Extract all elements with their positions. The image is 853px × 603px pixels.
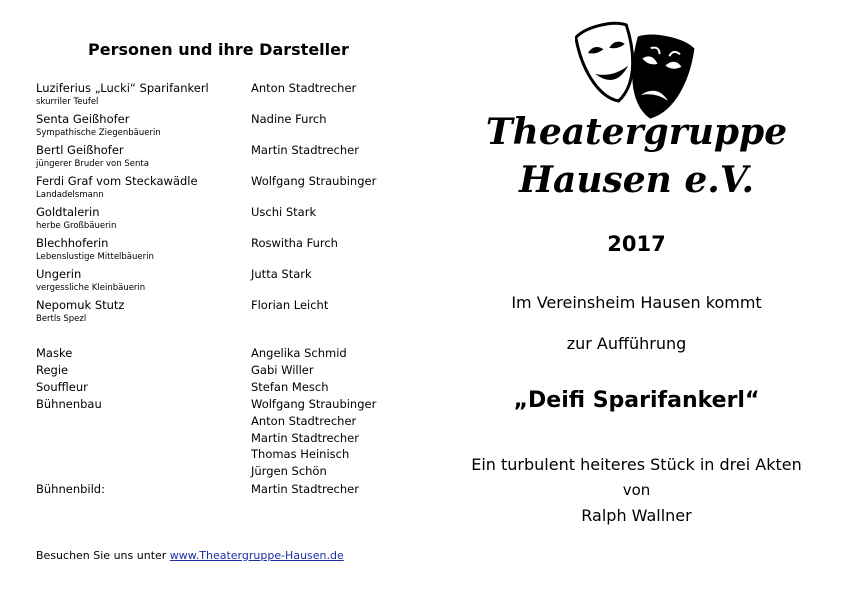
role-name: Bertl Geißhofer	[36, 143, 124, 157]
website-link[interactable]: www.Theatergruppe-Hausen.de	[169, 549, 344, 562]
role-name: Goldtalerin	[36, 205, 100, 219]
cast-role	[36, 174, 198, 200]
role-description: Landadelsmann	[36, 190, 104, 200]
crew-name: Stefan Mesch	[251, 380, 329, 394]
cast-heading: Personen und ihre Darsteller	[88, 40, 349, 59]
cast-role	[36, 143, 149, 169]
cover-panel	[420, 0, 853, 603]
role-description: jüngerer Bruder von Senta	[36, 159, 149, 169]
role-description: herbe Großbäuerin	[36, 221, 117, 231]
author-name: Ralph Wallner	[581, 506, 692, 525]
role-description: vergessliche Kleinbäuerin	[36, 283, 146, 293]
theater-masks-icon	[575, 18, 695, 123]
role-name: Nepomuk Stutz	[36, 298, 125, 312]
crew-name: Martin Stadtrecher	[251, 431, 359, 445]
troupe-name-line1: Theatergruppe	[485, 111, 788, 153]
cast-role	[36, 205, 116, 231]
crew-role: Bühnenbild:	[36, 482, 105, 496]
role-description: skurriler Teufel	[36, 97, 99, 107]
crew-name: Thomas Heinisch	[251, 447, 350, 461]
actor-name: Uschi Stark	[251, 205, 317, 219]
cast-role	[36, 298, 124, 324]
actor-name: Martin Stadtrecher	[251, 143, 359, 157]
crew-name: Wolfgang Straubinger	[251, 397, 377, 411]
role-description: Sympathische Ziegenbäuerin	[36, 128, 161, 138]
role-description: Bertls Spezl	[36, 314, 87, 324]
actor-name: Florian Leicht	[251, 298, 329, 312]
cast-role	[36, 267, 145, 293]
venue-text: Im Vereinsheim Hausen kommt	[511, 293, 762, 312]
footer-note	[36, 549, 344, 562]
crew-name: Jürgen Schön	[251, 464, 327, 478]
actor-name: Wolfgang Straubinger	[251, 174, 377, 188]
crew-name: Anton Stadtrecher	[251, 414, 357, 428]
actor-name: Roswitha Furch	[251, 236, 338, 250]
cast-role	[36, 112, 161, 138]
role-name: Luziferius „Lucki“ Sparifankerl	[36, 81, 209, 95]
role-name: Senta Geißhofer	[36, 112, 130, 126]
crew-role: Regie	[36, 363, 69, 377]
crew-role: Maske	[36, 346, 73, 360]
by-text: von	[622, 481, 651, 499]
actor-name: Jutta Stark	[251, 267, 312, 281]
performance-text: zur Aufführung	[566, 334, 687, 353]
crew-name: Angelika Schmid	[251, 346, 347, 360]
crew-name: Gabi Willer	[251, 363, 314, 377]
actor-name: Nadine Furch	[251, 112, 327, 126]
role-name: Blechhoferin	[36, 236, 109, 250]
crew-role: Souffleur	[36, 380, 88, 394]
crew-role: Bühnenbau	[36, 397, 102, 411]
play-title: „Deifi Sparifankerl“	[513, 388, 760, 413]
cast-role	[36, 81, 209, 107]
play-subtitle: Ein turbulent heiteres Stück in drei Akten	[471, 455, 802, 474]
cast-panel	[0, 0, 420, 603]
crew-name: Martin Stadtrecher	[251, 482, 359, 496]
troupe-name-line2: Hausen e.V.	[518, 159, 754, 201]
actor-name: Anton Stadtrecher	[251, 81, 357, 95]
footer-text: Besuchen Sie uns unter	[36, 549, 170, 562]
season-year: 2017	[607, 232, 666, 256]
cast-role	[36, 236, 154, 262]
role-description: Lebenslustige Mittelbäuerin	[36, 252, 154, 262]
role-name: Ferdi Graf vom Steckawädle	[36, 174, 198, 188]
role-name: Ungerin	[36, 267, 82, 281]
